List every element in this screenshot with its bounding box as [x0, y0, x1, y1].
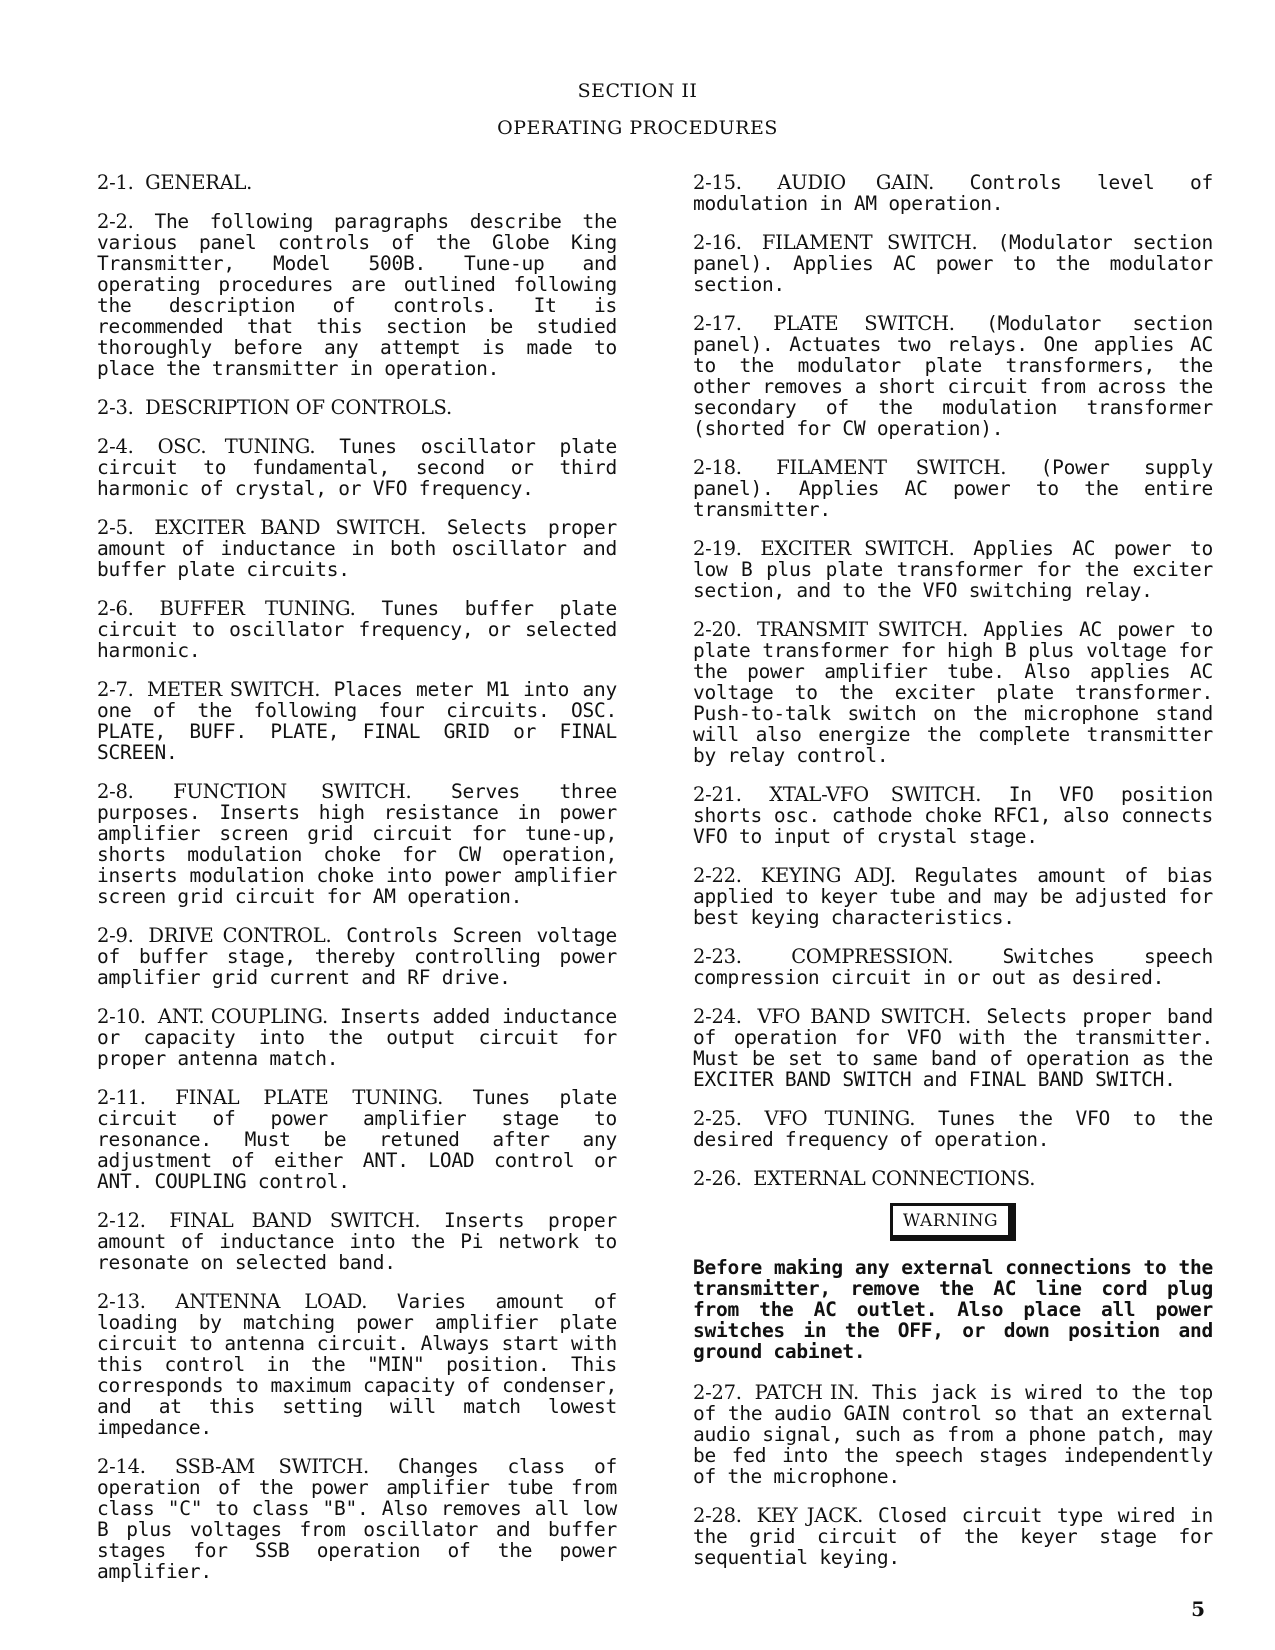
- warning-text: Before making any external connections to the transmitter, remove the AC line cord plug from the AC outlet. Also place all power switches in the OFF, or down position and ground cabinet.: [693, 1256, 1213, 1363]
- paragraph: 2-28. KEY JACK. Closed circuit type wired in the grid circuit of the keyer stage for sequential keying.: [693, 1504, 1213, 1569]
- left-column: [97, 172, 617, 1600]
- paragraph: 2-3. DESCRIPTION OF CONTROLS.: [97, 396, 452, 419]
- paragraph: 2-2. The following paragraphs describe the various panel controls of the Globe King Transmitter, Model 500B. Tune-up and operating procedures are outlined following the description of controls. It is recommended that this section be studied thoroughly before any attempt is made to place the transmitter in operation.: [97, 210, 617, 380]
- section-title: OPERATING PROCEDURES: [497, 117, 778, 139]
- paragraph: 2-22. KEYING ADJ. Regulates amount of bias applied to keyer tube and may be adjusted for best keying characteristics.: [693, 864, 1214, 929]
- paragraph: 2-11. FINAL PLATE TUNING. Tunes plate circuit of power amplifier stage to resonance. Must be retuned after any adjustment of either ANT. LOAD control or ANT. COUPLING control.: [97, 1086, 617, 1193]
- paragraph: 2-19. EXCITER SWITCH. Applies AC power to low B plus plate transformer for the exciter section, and to the VFO switching relay.: [693, 537, 1213, 602]
- paragraph: 2-8. FUNCTION SWITCH. Serves three purposes. Inserts high resistance in power amplifier screen grid circuit for tune-up, shorts modulation choke for CW operation, inserts modulation choke into power amplifier screen grid circuit for AM operation.: [97, 780, 618, 908]
- paragraph: 2-15. AUDIO GAIN. Controls level of modulation in AM operation.: [693, 171, 1213, 215]
- paragraph: 2-17. PLATE SWITCH. (Modulator section panel). Actuates two relays. One applies AC to the modulator plate transformers, the other removes a short circuit from across the secondary of the modulation transformer (shorted for CW operation).: [693, 312, 1213, 440]
- paragraph: 2-10. ANT. COUPLING. Inserts added inductance or capacity into the output circuit for proper antenna match.: [97, 1005, 617, 1070]
- warning-label: WARNING: [890, 1203, 1016, 1241]
- paragraph: 2-6. BUFFER TUNING. Tunes buffer plate circuit to oscillator frequency, or selected harmonic.: [97, 597, 617, 662]
- paragraph: 2-13. ANTENNA LOAD. Varies amount of loading by matching power amplifier plate circuit to antenna circuit. Always start with this control in the "MIN" position. This corresponds to maximum capacity of condenser, and at this setting will match lowest impedance.: [97, 1290, 618, 1439]
- paragraph: 2-12. FINAL BAND SWITCH. Inserts proper amount of inductance into the Pi network to resonate on selected band.: [97, 1209, 617, 1274]
- paragraph: 2-14. SSB-AM SWITCH. Changes class of operation of the power amplifier tube from class "C" to class "B". Also removes all low B plus voltages from oscillator and buffer stages for SSB operation of the power amplifier.: [97, 1455, 617, 1583]
- paragraph: 2-24. VFO BAND SWITCH. Selects proper band of operation for VFO with the transmitter. Must be set to same band of operation as the EXCITER BAND SWITCH and FINAL BAND SWITCH.: [693, 1005, 1214, 1091]
- paragraph: 2-20. TRANSMIT SWITCH. Applies AC power to plate transformer for high B plus voltage for the power amplifier tube. Also applies AC voltage to the exciter plate transformer. Push-to-talk switch on the microphone stand will also energize the complete transmitter by relay control.: [693, 618, 1213, 767]
- paragraph: 2-9. DRIVE CONTROL. Controls Screen voltage of buffer stage, thereby controlling power amplifier grid current and RF drive.: [97, 924, 617, 989]
- paragraph: 2-21. XTAL-VFO SWITCH. In VFO position shorts osc. cathode choke RFC1, also connects VFO to input of crystal stage.: [693, 783, 1213, 848]
- paragraph: 2-18. FILAMENT SWITCH. (Power supply panel). Applies AC power to the entire transmitter.: [693, 456, 1213, 521]
- section-heading: SECTION II: [577, 80, 698, 102]
- warning-callout: [693, 1203, 1213, 1241]
- paragraph: 2-7. METER SWITCH. Places meter M1 into any one of the following four circuits. OSC. PLATE, BUFF. PLATE, FINAL GRID or FINAL SCREEN.: [97, 678, 618, 764]
- paragraph: 2-1. GENERAL.: [97, 171, 253, 194]
- paragraph: 2-25. VFO TUNING. Tunes the VFO to the desired frequency of operation.: [693, 1107, 1213, 1151]
- paragraph: 2-16. FILAMENT SWITCH. (Modulator section panel). Applies AC power to the modulator section.: [693, 231, 1213, 296]
- page-number: 5: [1191, 1597, 1205, 1621]
- paragraph: 2-26. EXTERNAL CONNECTIONS.: [693, 1167, 1036, 1190]
- paragraph: 2-23. COMPRESSION. Switches speech compression circuit in or out as desired.: [693, 945, 1213, 989]
- right-column: [693, 172, 1213, 1586]
- paragraph: 2-4. OSC. TUNING. Tunes oscillator plate circuit to fundamental, second or third harmonic of crystal, or VFO frequency.: [97, 435, 617, 500]
- paragraph: 2-27. PATCH IN. This jack is wired to the top of the audio GAIN control so that an external audio signal, such as from a phone patch, may be fed into the speech stages independently of the microphone.: [693, 1381, 1214, 1488]
- paragraph: 2-5. EXCITER BAND SWITCH. Selects proper amount of inductance in both oscillator and buffer plate circuits.: [97, 516, 617, 581]
